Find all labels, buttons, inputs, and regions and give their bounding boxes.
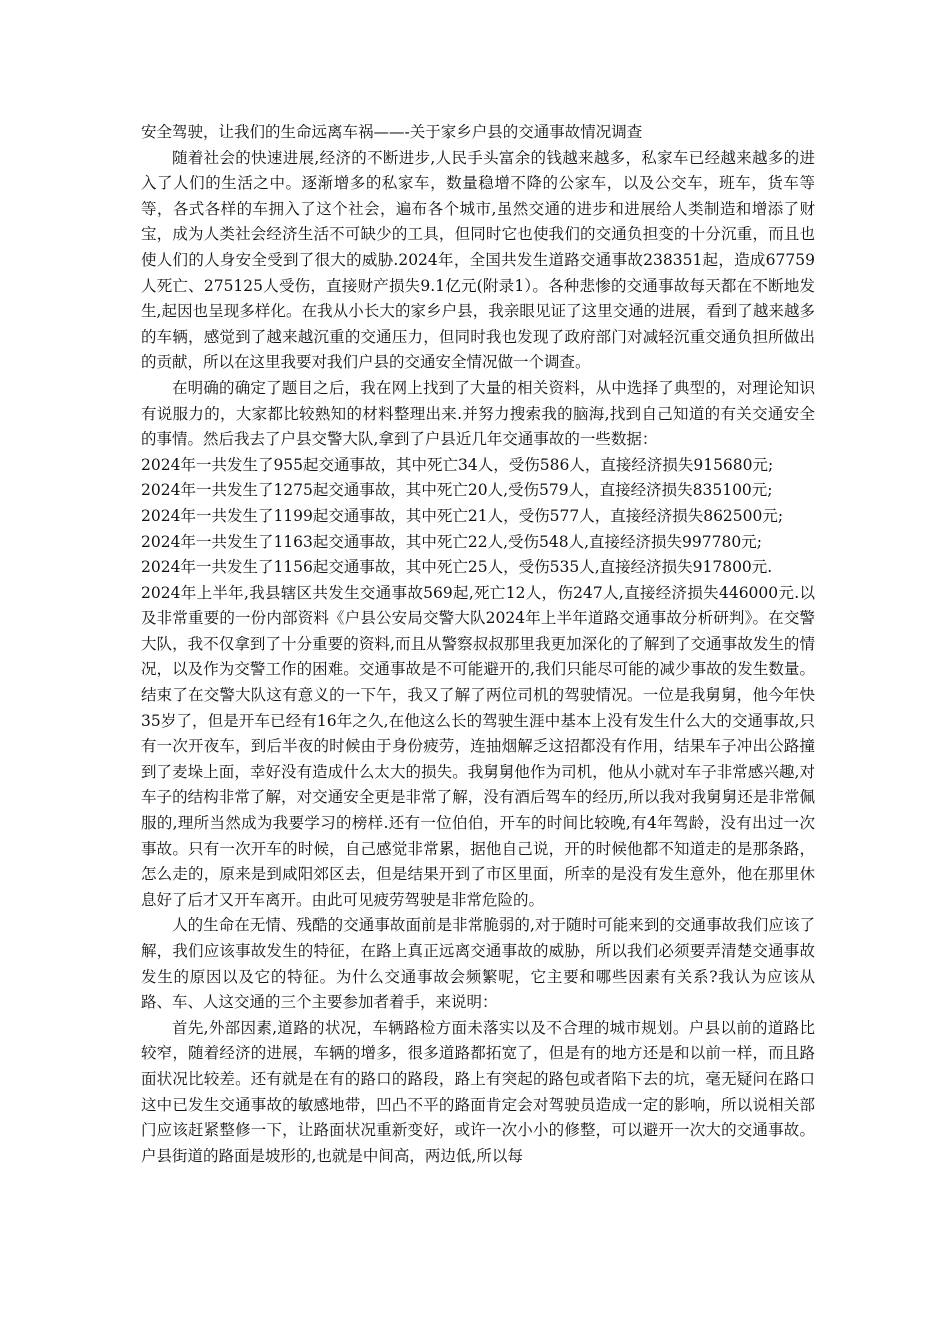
- accident-data-line: 2024年一共发生了1156起交通事故，其中死亡25人，受伤535人,直接经济损失917800元.: [141, 558, 773, 577]
- accident-data-summary: 2024年上半年,我县辖区共发生交通事故569起,死亡12人，伤247人,直接经济损失446000元.以及非常重要的一份内部资料《户县公安局交警大队2024年上半年道路交通事故分析研判》。在交警大队，我不仅拿到了十分重要的资料,而且从警察叔叔那里我更加深化的了解到了交通事故发生的情况，以及作为交警工作的困难。交通事故是不可能避开的,我们只能尽可能的减少事故的发生数量。结束了在交警大队这有意义的一下午，我又了解了两位司机的驾驶情况。一位是我舅舅，他今年快35岁了，但是开车已经有16年之久,在他这么长的驾驶生涯中基本上没有发生什么大的交通事故,只有一次开夜车，到后半夜的时候由于身份疲劳，连抽烟解乏这招都没有作用，结果车子冲出公路撞到了麦垛上面，幸好没有造成什么太大的损失。我舅舅他作为司机，他从小就对车子非常感兴趣,对车子的结构非常了解，对交通安全更是非常了解，没有酒后驾车的经历,所以我对我舅舅还是非常佩服的,理所当然成为我要学习的榜样.还有一位伯伯，开车的时间比较晚,有4年驾龄，没有出过一次事故。只有一次开车的时候，自己感觉非常累，据他自己说，开的时候他都不知道走的是那条路，怎么走的，原来是到咸阳郊区去，但是结果开到了市区里面，所幸的是没有发生意外，他在那里休息好了后才又开车离开。由此可见疲劳驾驶是非常危险的。: [141, 583, 815, 909]
- paragraph-external-factors: 首先,外部因素,道路的状况，车辆路检方面未落实以及不合理的城市规划。户县以前的道路比较窄，随着经济的进展，车辆的增多，很多道路都拓宽了，但是有的地方还是和以前一样，而且路面状况比较差。还有就是在有的路口的路段，路上有突起的路包或者陷下去的坑，毫无疑问在路口这中已发生交通事故的敏感地带，凹凸不平的路面肯定会对驾驶员造成一定的影响，所以说相关部门应该赶紧整修一下，让路面状况重新变好，或许一次小小的修整，可以避开一次大的交通事故。户县街道的路面是坡形的,也就是中间高，两边低,所以每: [141, 1018, 815, 1165]
- document-title: 安全驾驶，让我们的生命远离车祸——-关于家乡户县的交通事故情况调查: [141, 123, 643, 141]
- document-page: [141, 120, 815, 1169]
- paragraph-causes: 人的生命在无情、残酷的交通事故面前是非常脆弱的,对于随时可能来到的交通事故我们应该了解，我们应该事故发生的特征，在路上真正远离交通事故的威胁，所以我们必须要弄清楚交通事故发生的原因以及它的特征。为什么交通事故会频繁呢，它主要和哪些因素有关系?我认为应该从路、车、人这交通的三个主要参加者着手，来说明：: [141, 916, 815, 1012]
- accident-data-line: 2024年一共发生了1199起交通事故，其中死亡21人，受伤577人，直接经济损失862500元;: [141, 506, 784, 525]
- paragraph-research: 在明确的确定了题目之后，我在网上找到了大量的相关资料，从中选择了典型的，对理论知识有说服力的，大家都比较熟知的材料整理出来.并努力搜索我的脑海,找到自己知道的有关交通安全的事情。然后我去了户县交警大队,拿到了户县近几年交通事故的一些数据：: [141, 378, 815, 449]
- accident-data-line: 2024年一共发生了955起交通事故，其中死亡34人，受伤586人，直接经济损失915680元;: [141, 455, 774, 474]
- accident-data-line: 2024年一共发生了1163起交通事故，其中死亡22人,受伤548人,直接经济损失997780元;: [141, 532, 762, 551]
- accident-data-line: 2024年一共发生了1275起交通事故，其中死亡20人,受伤579人，直接经济损失835100元;: [141, 481, 773, 500]
- paragraph-intro: 随着社会的快速进展,经济的不断进步,人民手头富余的钱越来越多，私家车已经越来越多的进入了人们的生活之中。逐渐增多的私家车，数量稳增不降的公家车，以及公交车，班车，货车等等，各式各样的车拥入了这个社会，遍布各个城市,虽然交通的进步和进展给人类制造和增添了财宝，成为人类社会经济生活不可缺少的工具，但同时它也使我们的交通负担变的十分沉重，而且也使人们的人身安全受到了很大的威胁.2024年，全国共发生道路交通事故238351起，造成67759人死亡、275125人受伤，直接财产损失9.1亿元(附录1）。各种悲惨的交通事故每天都在不断地发生,起因也呈现多样化。在我从小长大的家乡户县，我亲眼见证了这里交通的进展，看到了越来越多的车辆，感觉到了越来越沉重的交通压力，但同时我也发现了政府部门对减轻沉重交通负担所做出的贡献，所以在这里我要对我们户县的交通安全情况做一个调查。: [141, 148, 815, 372]
